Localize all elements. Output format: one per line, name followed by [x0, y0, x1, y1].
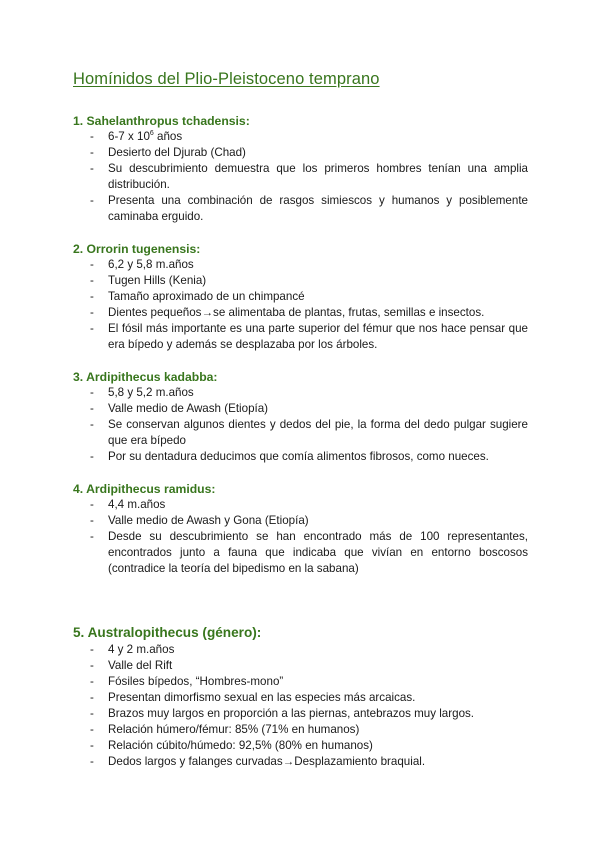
item-text: Valle medio de Awash (Etiopía) — [108, 402, 269, 415]
bullet-dash: - — [90, 146, 94, 159]
item-text: años — [153, 130, 183, 143]
bullet-dash: - — [90, 290, 94, 303]
section-ardipithecus-kadabba — [73, 369, 528, 465]
bullet-dash: - — [90, 739, 94, 752]
list-item — [73, 674, 528, 690]
bullet-dash: - — [90, 322, 94, 335]
bullet-dash: - — [90, 386, 94, 399]
list-item — [73, 289, 528, 305]
exponent: 6 — [149, 130, 154, 137]
list-item — [73, 401, 528, 417]
item-text: Dientes pequeños→se alimentaba de plantas, frutas, semillas e insectos. — [108, 306, 485, 319]
item-text: Relación húmero/fémur: 85% (71% en humanos) — [108, 723, 360, 736]
list-item — [73, 321, 528, 353]
list-item — [73, 417, 528, 449]
item-text: 5,8 y 5,2 m.años — [108, 386, 194, 399]
list-item — [73, 706, 528, 722]
list-item — [73, 193, 528, 225]
item-text: El fósil más importante es una parte superior del fémur que nos hace pensar que era bípedo y además se desplazaba por los árboles. — [108, 322, 528, 351]
section-heading: 3. Ardipithecus kadabba: — [73, 370, 218, 384]
item-text: Valle medio de Awash y Gona (Etiopía) — [108, 514, 309, 527]
list-item — [73, 529, 528, 577]
item-text: Desde su descubrimiento se han encontrado más de 100 representantes, encontrados junto a fauna que indicaba que vivían en entorno boscosos (contradice la teoría del bipedismo en la sabana) — [108, 530, 528, 575]
item-text: Desierto del Djurab (Chad) — [108, 146, 246, 159]
list-item — [73, 658, 528, 674]
item-text: Su descubrimiento demuestra que los primeros hombres tenían una amplia distribución. — [108, 162, 528, 191]
bullet-dash: - — [90, 498, 94, 511]
bullet-dash: - — [90, 723, 94, 736]
bullet-dash: - — [90, 130, 94, 143]
item-text: Presenta una combinación de rasgos simiescos y humanos y posiblemente caminaba erguido. — [108, 194, 528, 223]
list-item — [73, 257, 528, 273]
bullet-dash: - — [90, 402, 94, 415]
bullet-dash: - — [90, 643, 94, 656]
section-ardipithecus-ramidus — [73, 481, 528, 577]
bullet-dash: - — [90, 450, 94, 463]
section-heading: 5. Australopithecus (género): — [73, 625, 262, 640]
list-item — [73, 513, 528, 529]
bullet-dash: - — [90, 707, 94, 720]
bullet-dash: - — [90, 675, 94, 688]
item-text: Por su dentadura deducimos que comía alimentos fibrosos, como nueces. — [108, 450, 489, 463]
bullet-dash: - — [90, 194, 94, 207]
list-item — [73, 642, 528, 658]
list-item — [73, 754, 528, 770]
list-item — [73, 305, 528, 321]
section-heading: 1. Sahelanthropus tchadensis: — [73, 114, 250, 128]
item-text: 6,2 y 5,8 m.años — [108, 258, 194, 271]
item-text: Tugen Hills (Kenia) — [108, 274, 207, 287]
bullet-dash: - — [90, 274, 94, 287]
bullet-dash: - — [90, 659, 94, 672]
item-text: 4,4 m.años — [108, 498, 166, 511]
list-item — [73, 690, 528, 706]
item-text: 4 y 2 m.años — [108, 643, 175, 656]
section-orrorin — [73, 241, 528, 353]
item-text: Presentan dimorfismo sexual en las especies más arcaicas. — [108, 691, 416, 704]
bullet-dash: - — [90, 162, 94, 175]
item-text: Se conservan algunos dientes y dedos del pie, la forma del dedo pulgar sugiere que era bípedo — [108, 418, 528, 447]
bullet-dash: - — [90, 514, 94, 527]
item-text: 6-7 x 10 — [108, 130, 150, 143]
bullet-dash: - — [90, 691, 94, 704]
bullet-dash: - — [90, 530, 94, 543]
list-item — [73, 497, 528, 513]
bullet-dash: - — [90, 306, 94, 319]
bullet-dash: - — [90, 755, 94, 768]
list-item — [73, 273, 528, 289]
list-item — [73, 145, 528, 161]
list-item — [73, 722, 528, 738]
list-item — [73, 449, 528, 465]
list-item — [73, 385, 528, 401]
list-item — [73, 161, 528, 193]
item-text: Brazos muy largos en proporción a las piernas, antebrazos muy largos. — [108, 707, 475, 720]
section-heading: 2. Orrorin tugenensis: — [73, 242, 201, 256]
item-text: Relación cúbito/húmedo: 92,5% (80% en humanos) — [108, 739, 373, 752]
page-title: Homínidos del Plio-Pleistoceno temprano — [73, 70, 380, 88]
section-australopithecus — [73, 624, 528, 770]
section-heading: 4. Ardipithecus ramidus: — [73, 482, 216, 496]
item-text: Tamaño aproximado de un chimpancé — [108, 290, 305, 303]
item-text: Fósiles bípedos, “Hombres-mono” — [108, 675, 284, 688]
list-item — [73, 129, 528, 145]
item-text: Valle del Rift — [108, 659, 173, 672]
section-sahelanthropus — [73, 113, 528, 225]
bullet-dash: - — [90, 258, 94, 271]
item-text: Dedos largos y falanges curvadas→Desplazamiento braquial. — [108, 755, 426, 768]
list-item — [73, 738, 528, 754]
bullet-dash: - — [90, 418, 94, 431]
